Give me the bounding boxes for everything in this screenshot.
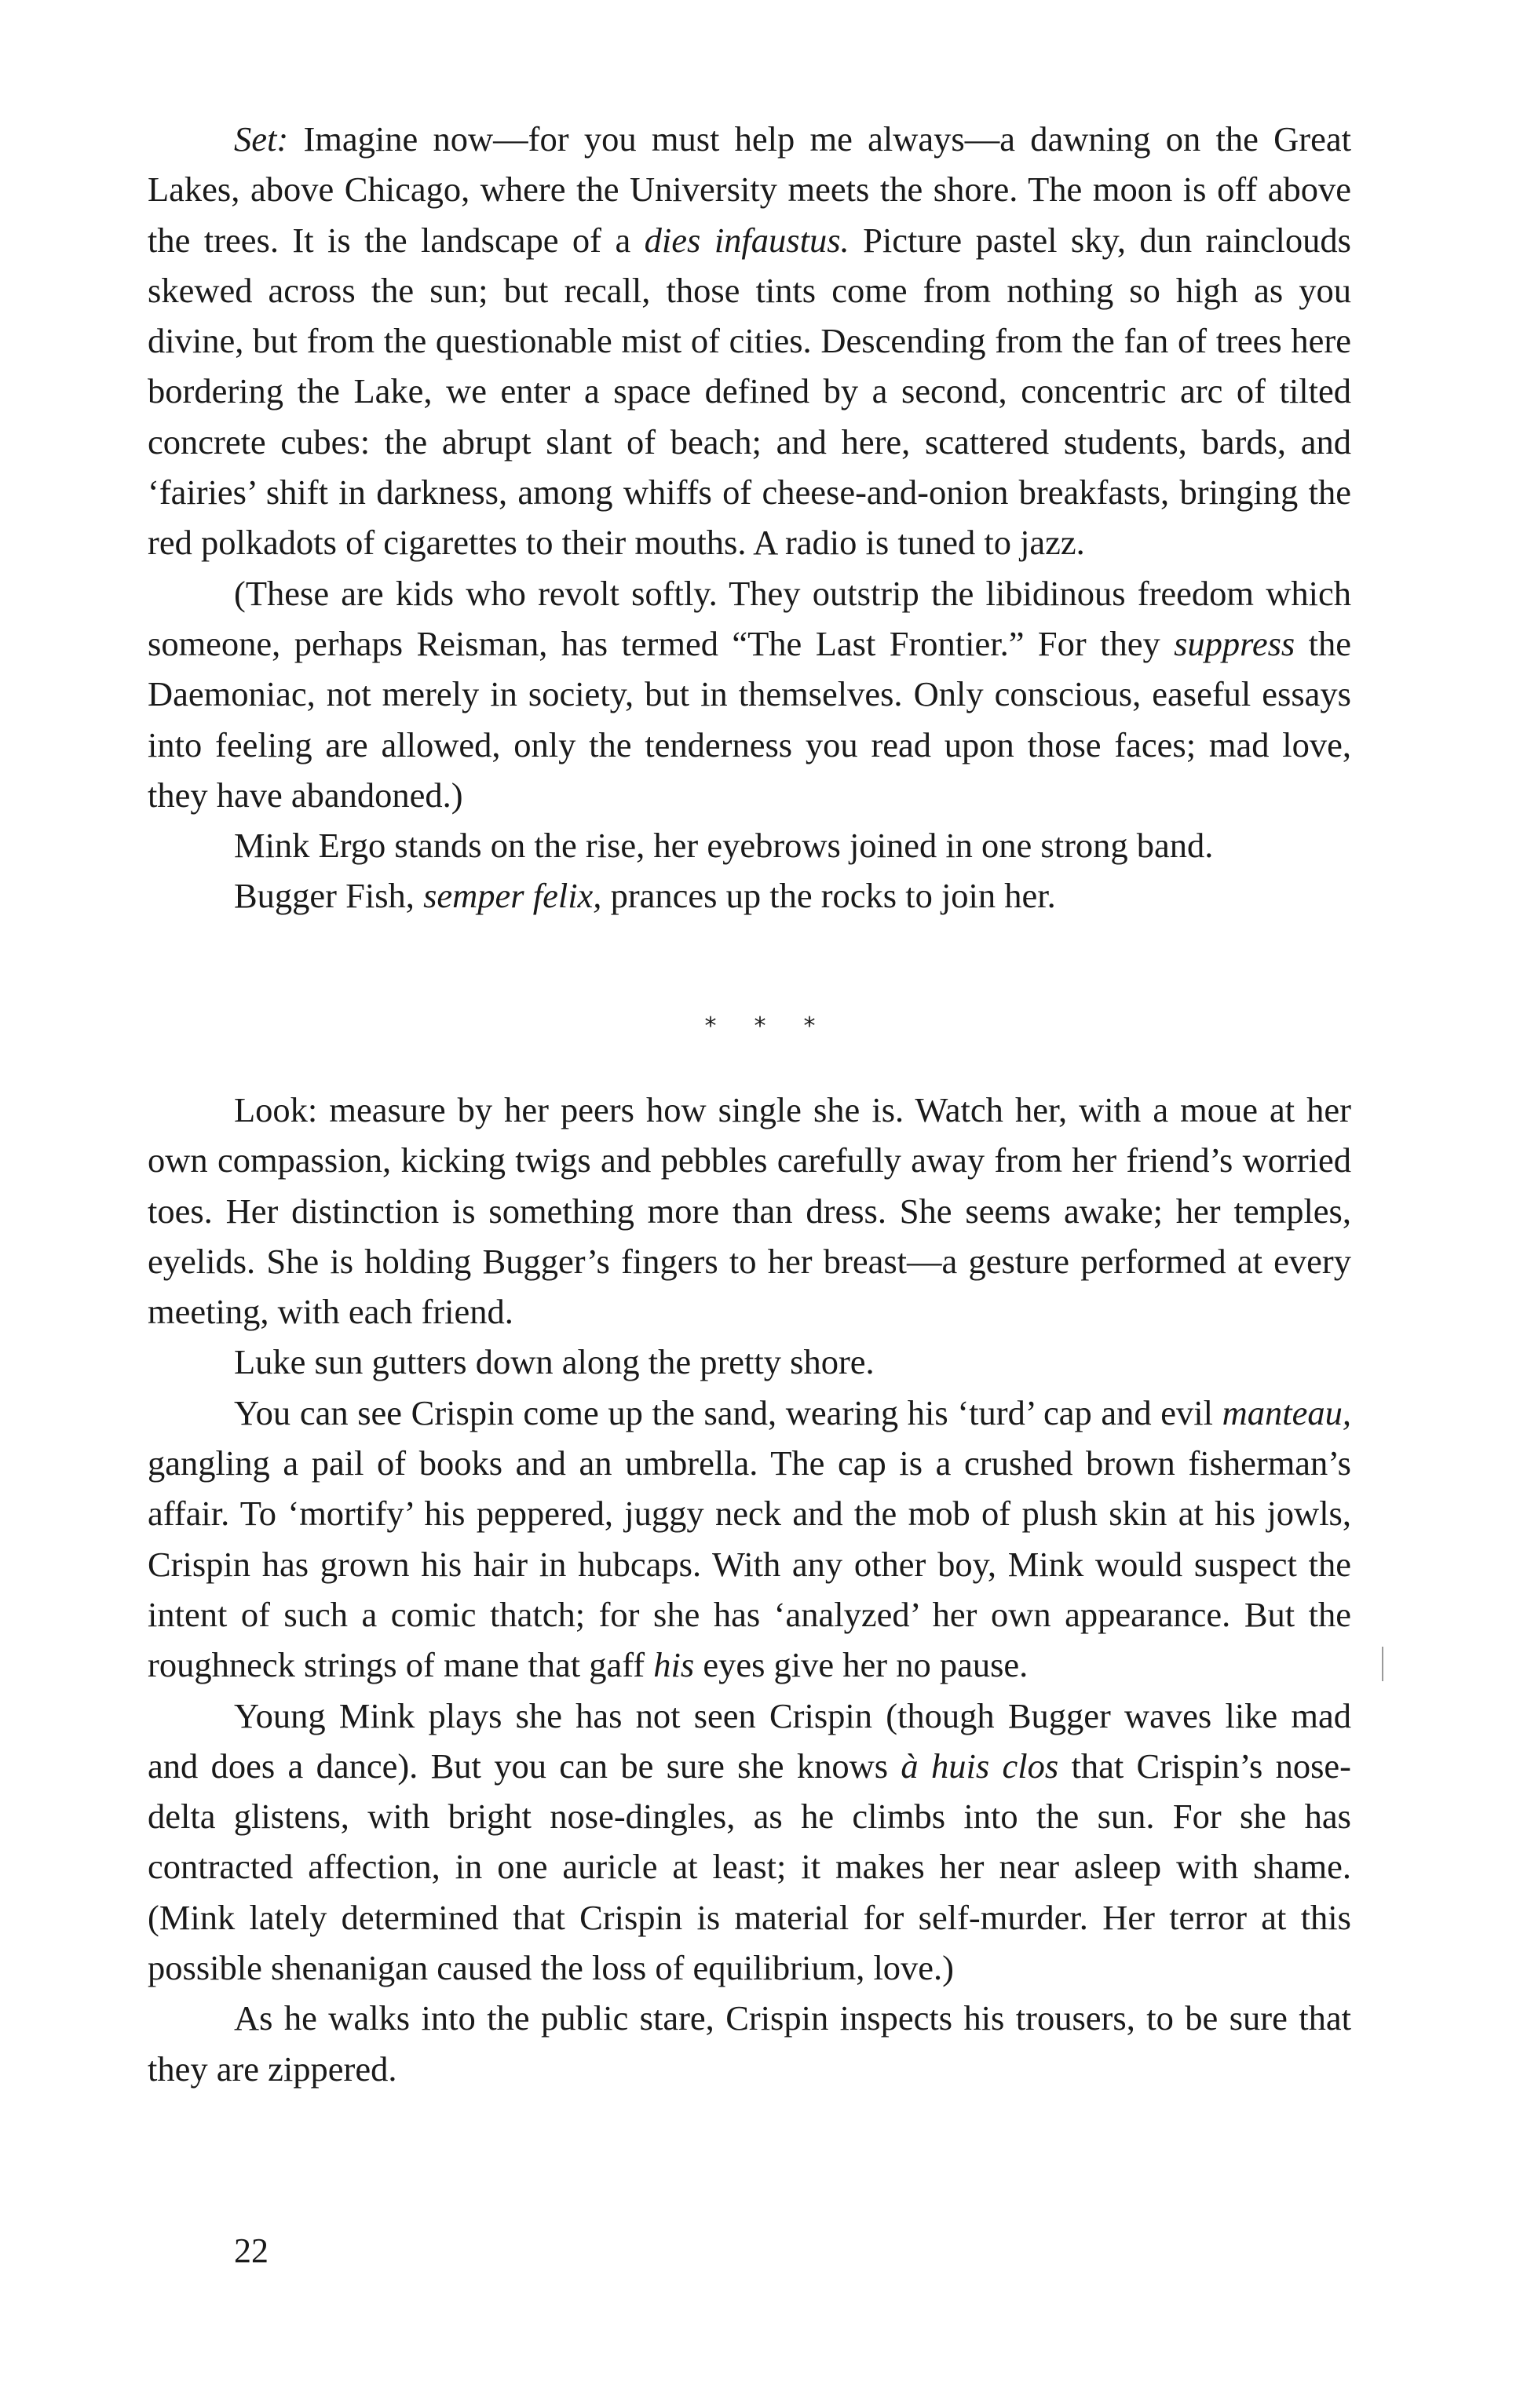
paragraph-6: Luke sun gutters down along the pretty shore. [234,1342,875,1382]
page-number: 22 [234,2231,269,2270]
section-separator [0,1012,1520,1040]
paragraph-5: Look: measure by her peers how single she is. Watch her, with a moue at her own compassion, kicking twigs and pebbles carefully away from her friend’s worried toes. Her distinction is something more than dress. She seems awake; her temples, eyelids. She is holding Bugger’s fingers to her breast—a gesture performed at every meeting, with each friend. [148,1090,1351,1332]
paragraph-2: (These are kids who revolt softly. They outstrip the libidinous freedom which someone, perhaps Reisman, has termed “The Last Frontier.” For they suppress the Daemoniac, not merely in society, but in themselves. Only conscious, easeful essays into feeling are allowed, only the tenderness you read upon those faces; mad love, they have abandoned.) [148,573,1351,815]
asterisk: * [754,1012,766,1040]
text-section-1 [148,114,1351,921]
paragraph-1: Set: Imagine now—for you must help me always—a dawning on the Great Lakes, above Chicago, where the University meets the shore. The moon is off above the trees. It is the landscape of a dies infaustus. Picture pastel sky, dun rainclouds skewed across the sun; but recall, those tints come from nothing so high as you divine, but from the questionable mist of cities. Descending from the fan of trees here bordering the Lake, we enter a space defined by a second, concentric arc of tilted concrete cubes: the abrupt slant of beach; and here, scattered students, bards, and ‘fairies’ shift in darkness, among whiffs of cheese-and-onion breakfasts, bringing the red polkadots of cigarettes to their mouths. A radio is tuned to jazz. [148,119,1351,563]
paragraph-8: Young Mink plays she has not seen Crispin (though Bugger waves like mad and does a dance). But you can be sure she knows à huis clos that Crispin’s nose-delta glistens, with bright nose-dingles, as he climbs into the sun. For she has contracted affection, in one auricle at least; it makes her near asleep with shame. (Mink lately determined that Crispin is material for self-murder. Her terror at this possible shenanigan caused the loss of equilibrium, love.) [148,1695,1351,1988]
paragraph-9: As he walks into the public stare, Crispin inspects his trousers, to be sure that they are zippered. [148,1998,1351,2089]
margin-mark [1382,1647,1383,1681]
asterisk: * [704,1012,717,1040]
asterisk: * [803,1012,816,1040]
paragraph-3: Mink Ergo stands on the rise, her eyebrows joined in one strong band. [234,826,1214,866]
paragraph-4: Bugger Fish, semper felix, prances up the rocks to join her. [234,876,1056,916]
paragraph-7: You can see Crispin come up the sand, wearing his ‘turd’ cap and evil manteau, gangling a pail of books and an umbrella. The cap is a crushed brown fisherman’s affair. To ‘mortify’ his peppered, juggy neck and the mob of plush skin at his jowls, Crispin has grown his hair in hubcaps. With any other boy, Mink would suspect the intent of such a comic thatch; for she has ‘analyzed’ her own appearance. But the roughneck strings of mane that gaff his eyes give her no pause. [148,1392,1351,1685]
text-section-2 [148,1085,1351,2094]
